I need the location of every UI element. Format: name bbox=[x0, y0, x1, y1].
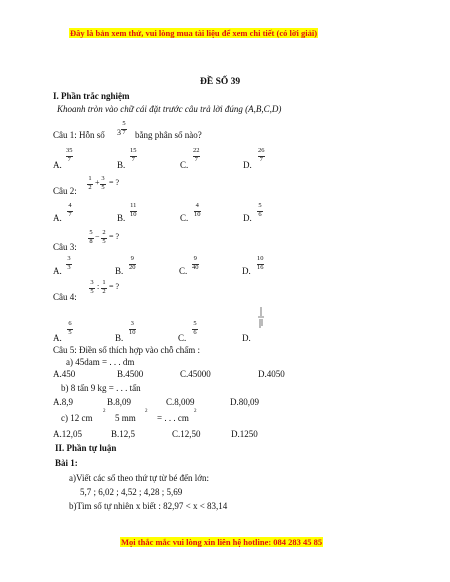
q2-expr-b bbox=[100, 176, 106, 192]
q1-option-d[interactable] bbox=[258, 148, 265, 164]
numerator: 5 bbox=[258, 202, 262, 209]
bai1-a-values: 5,7 ; 6,02 ; 4,52 ; 4,28 ; 5,69 bbox=[80, 487, 183, 497]
q5c-sup-1: 2 bbox=[103, 409, 106, 414]
q4-expr-tail: = ? bbox=[109, 282, 120, 291]
q2-expr-tail: = ? bbox=[109, 178, 120, 187]
q2-label: Câu 2: bbox=[53, 186, 77, 196]
numerator: 35 bbox=[66, 147, 73, 154]
numerator: 2 bbox=[102, 229, 106, 236]
denominator: 2 bbox=[88, 184, 92, 192]
denominator: 6 bbox=[193, 329, 197, 337]
numerator: 10 bbox=[257, 255, 264, 262]
denominator: 8 bbox=[89, 238, 93, 246]
q5b-option-d[interactable]: D.80,09 bbox=[230, 397, 259, 407]
denominator: 7 bbox=[67, 156, 71, 164]
bai1-heading: Bài 1: bbox=[55, 458, 78, 468]
numerator: 26 bbox=[258, 147, 265, 154]
denominator: 2 bbox=[102, 288, 106, 296]
q5-label: Câu 5: Điền số thích hợp vào chỗ chấm : bbox=[53, 345, 200, 355]
q2-option-a-letter[interactable]: A. bbox=[53, 213, 62, 223]
q3-expr-b bbox=[101, 230, 107, 246]
q1-option-b[interactable] bbox=[130, 148, 137, 164]
numerator: 9 bbox=[130, 255, 134, 262]
numerator: 1 bbox=[102, 279, 106, 286]
bai1-b-text: b)Tìm số tự nhiên x biết : 82,97 < x < 83,14 bbox=[69, 501, 228, 511]
q1-option-c[interactable] bbox=[193, 148, 200, 164]
q4-expr-b bbox=[101, 280, 107, 296]
denominator: 7 bbox=[194, 156, 198, 164]
q4-option-a[interactable] bbox=[67, 321, 73, 337]
numerator: 9 bbox=[193, 255, 197, 262]
q1-label: Câu 1: Hỗn số bbox=[53, 130, 105, 140]
hotline-footer-banner: Mọi thắc mắc vui lòng xin liên hệ hotline: 084 283 45 85 bbox=[121, 537, 323, 547]
numerator: 5 bbox=[193, 320, 197, 327]
q4-label: Câu 4: bbox=[53, 292, 77, 302]
q5c-option-d[interactable]: D.1250 bbox=[231, 429, 258, 439]
q5a-option-a[interactable]: A.450 bbox=[53, 369, 76, 379]
q5c-option-a[interactable]: A.12,05 bbox=[53, 429, 82, 439]
q2-option-b-letter[interactable]: B. bbox=[117, 213, 126, 223]
q3-option-a-letter[interactable]: A. bbox=[53, 266, 62, 276]
q1-mixed-fraction bbox=[121, 121, 127, 137]
q5b-option-a[interactable]: A.8,9 bbox=[53, 397, 73, 407]
part1-instruction: Khoanh tròn vào chữ cái đặt trước câu trả lời đúng (A,B,C,D) bbox=[57, 104, 282, 114]
q3-option-b[interactable] bbox=[129, 256, 136, 272]
numerator: 3 bbox=[67, 255, 71, 262]
denominator: 10 bbox=[130, 211, 137, 219]
q2-option-c-letter[interactable]: C. bbox=[180, 213, 189, 223]
q3-expr-op: − bbox=[95, 232, 100, 241]
q2-expr-op: + bbox=[95, 178, 100, 187]
page-title: ĐỀ SỐ 39 bbox=[200, 77, 241, 87]
q4-expr-op: : bbox=[97, 282, 100, 291]
q1-mixed-den: 7 bbox=[122, 129, 126, 137]
numerator: 4 bbox=[195, 202, 199, 209]
q5b-prompt: b) 8 tấn 9 kg = . . . tấn bbox=[61, 383, 141, 393]
q4-option-d-illegible-glyph[interactable] bbox=[256, 306, 266, 332]
part1-heading: I. Phần trắc nghiệm bbox=[53, 91, 130, 101]
denominator: 5 bbox=[90, 288, 94, 296]
q4-option-b-letter[interactable]: B. bbox=[115, 333, 124, 343]
q5b-option-c[interactable]: C.8,009 bbox=[166, 397, 195, 407]
numerator: 3 bbox=[90, 279, 94, 286]
q5c-option-c[interactable]: C.12,50 bbox=[172, 429, 201, 439]
q2-expr-a bbox=[87, 176, 93, 192]
numerator: 6 bbox=[68, 320, 72, 327]
q1-option-a[interactable] bbox=[66, 148, 73, 164]
q1-option-b-letter[interactable]: B. bbox=[117, 160, 126, 170]
q4-option-c-letter[interactable]: C. bbox=[178, 333, 187, 343]
numerator: 3 bbox=[101, 175, 105, 182]
numerator: 3 bbox=[130, 320, 134, 327]
part2-heading: II. Phần tự luận bbox=[55, 443, 117, 453]
q5a-option-c[interactable]: C.45000 bbox=[180, 369, 211, 379]
numerator: 11 bbox=[130, 202, 137, 209]
numerator: 15 bbox=[130, 147, 137, 154]
q1-option-c-letter[interactable]: C. bbox=[180, 160, 189, 170]
q5a-option-d[interactable]: D.4050 bbox=[258, 369, 285, 379]
q5b-option-b[interactable]: B.8,09 bbox=[107, 397, 132, 407]
bai1-a-text: a)Viết các số theo thứ tự từ bé đến lớn: bbox=[69, 473, 210, 483]
denominator: 5 bbox=[102, 238, 106, 246]
denominator: 6 bbox=[258, 211, 262, 219]
numerator: 22 bbox=[193, 147, 200, 154]
denominator: 7 bbox=[68, 211, 72, 219]
q5c-option-b[interactable]: B.12,5 bbox=[111, 429, 136, 439]
q1-mixed-whole: 3 bbox=[117, 128, 121, 137]
q3-option-a[interactable] bbox=[66, 256, 72, 272]
q5c-sup-2: 2 bbox=[145, 409, 148, 414]
q5c-prompt-part2: 5 mm bbox=[115, 413, 136, 423]
q3-expr-tail: = ? bbox=[109, 232, 120, 241]
q4-expr-a bbox=[89, 280, 95, 296]
q4-option-c[interactable] bbox=[192, 321, 198, 337]
denominator: 3 bbox=[67, 264, 71, 272]
q5c-sup-3: 2 bbox=[194, 409, 197, 414]
denominator: 20 bbox=[129, 264, 136, 272]
q2-option-d-letter[interactable]: D. bbox=[243, 213, 252, 223]
q2-option-c[interactable] bbox=[194, 203, 201, 219]
q1-mixed-num: 5 bbox=[122, 120, 126, 127]
q3-expr-a bbox=[88, 230, 94, 246]
q1-tail: bằng phân số nào? bbox=[135, 130, 202, 140]
denominator: 40 bbox=[192, 264, 199, 272]
q4-option-d-letter[interactable]: D. bbox=[242, 333, 251, 343]
q4-option-a-letter[interactable]: A. bbox=[53, 333, 62, 343]
q5c-prompt-part3: = . . . cm bbox=[157, 413, 189, 423]
q2-option-b[interactable] bbox=[130, 203, 137, 219]
q4-option-b[interactable] bbox=[129, 321, 136, 337]
q3-option-c[interactable] bbox=[192, 256, 199, 272]
numerator: 4 bbox=[68, 202, 72, 209]
denominator: 10 bbox=[129, 329, 136, 337]
denominator: 7 bbox=[131, 156, 135, 164]
numerator: 1 bbox=[88, 175, 92, 182]
q5a-option-b[interactable]: B.4500 bbox=[117, 369, 144, 379]
denominator: 7 bbox=[259, 156, 263, 164]
denominator: 5 bbox=[101, 184, 105, 192]
denominator: 10 bbox=[194, 211, 201, 219]
q1-option-d-letter[interactable]: D. bbox=[243, 160, 252, 170]
denominator: 5 bbox=[68, 329, 72, 337]
q3-option-d[interactable] bbox=[257, 256, 264, 272]
q1-option-a-letter[interactable]: A. bbox=[53, 160, 62, 170]
q3-option-b-letter[interactable]: B. bbox=[115, 266, 124, 276]
q5c-prompt-part1: c) 12 cm bbox=[61, 413, 93, 423]
q3-label: Câu 3: bbox=[53, 242, 77, 252]
q3-option-d-letter[interactable]: D. bbox=[242, 266, 251, 276]
numerator: 5 bbox=[89, 229, 93, 236]
preview-notice-banner: Đây là bản xem thử, vui lòng mua tài liệu để xem chi tiết (có lời giải) bbox=[70, 28, 318, 38]
q2-option-a[interactable] bbox=[67, 203, 73, 219]
q3-option-c-letter[interactable]: C. bbox=[179, 266, 188, 276]
denominator: 16 bbox=[257, 264, 264, 272]
q5a-prompt: a) 45dam = . . . dm bbox=[66, 357, 135, 367]
q2-option-d[interactable] bbox=[257, 203, 263, 219]
